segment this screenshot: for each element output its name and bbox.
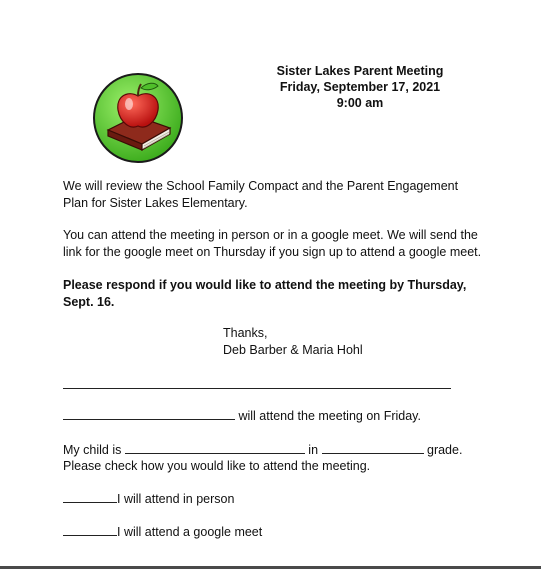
- cut-line-divider: [63, 388, 451, 389]
- signature-block: [223, 325, 363, 358]
- paragraph-attend-options: You can attend the meeting in person or in a google meet. We will send the link for the google meet on Thursday if you sign up to attend a google meet.: [63, 228, 482, 259]
- attend-line: [63, 407, 421, 425]
- child-label: My child is: [63, 443, 125, 457]
- meeting-time: 9:00 am: [336, 96, 384, 110]
- child-line: [63, 441, 462, 459]
- name-blank-field[interactable]: [63, 407, 235, 420]
- meeting-title: Sister Lakes Parent Meeting: [276, 64, 444, 78]
- apple-on-book-icon: [92, 72, 184, 164]
- google-meet-check-blank[interactable]: [63, 523, 117, 536]
- meeting-date: Friday, September 17, 2021: [279, 80, 441, 94]
- option-in-person-label: I will attend in person: [117, 492, 235, 506]
- meeting-heading: [232, 63, 488, 111]
- check-instruction: Please check how you would like to attend the meeting.: [63, 459, 371, 473]
- in-label: in: [304, 443, 322, 457]
- option-google-meet-row: [63, 523, 262, 541]
- child-name-blank-field[interactable]: [125, 441, 305, 454]
- signature-names: Deb Barber & Maria Hohl: [223, 342, 363, 357]
- option-in-person-row: [63, 490, 234, 508]
- attend-text: will attend the meeting on Friday.: [235, 409, 421, 423]
- signature-thanks: Thanks,: [223, 326, 268, 340]
- option-google-meet-label: I will attend a google meet: [117, 525, 263, 539]
- paragraph-review: We will review the School Family Compact and the Parent Engagement Plan for Sister Lakes Elementary.: [63, 179, 459, 210]
- grade-label: grade.: [423, 443, 463, 457]
- respond-notice: Please respond if you would like to attend the meeting by Thursday, Sept. 16.: [63, 278, 467, 309]
- in-person-check-blank[interactable]: [63, 490, 117, 503]
- grade-blank-field[interactable]: [322, 441, 424, 454]
